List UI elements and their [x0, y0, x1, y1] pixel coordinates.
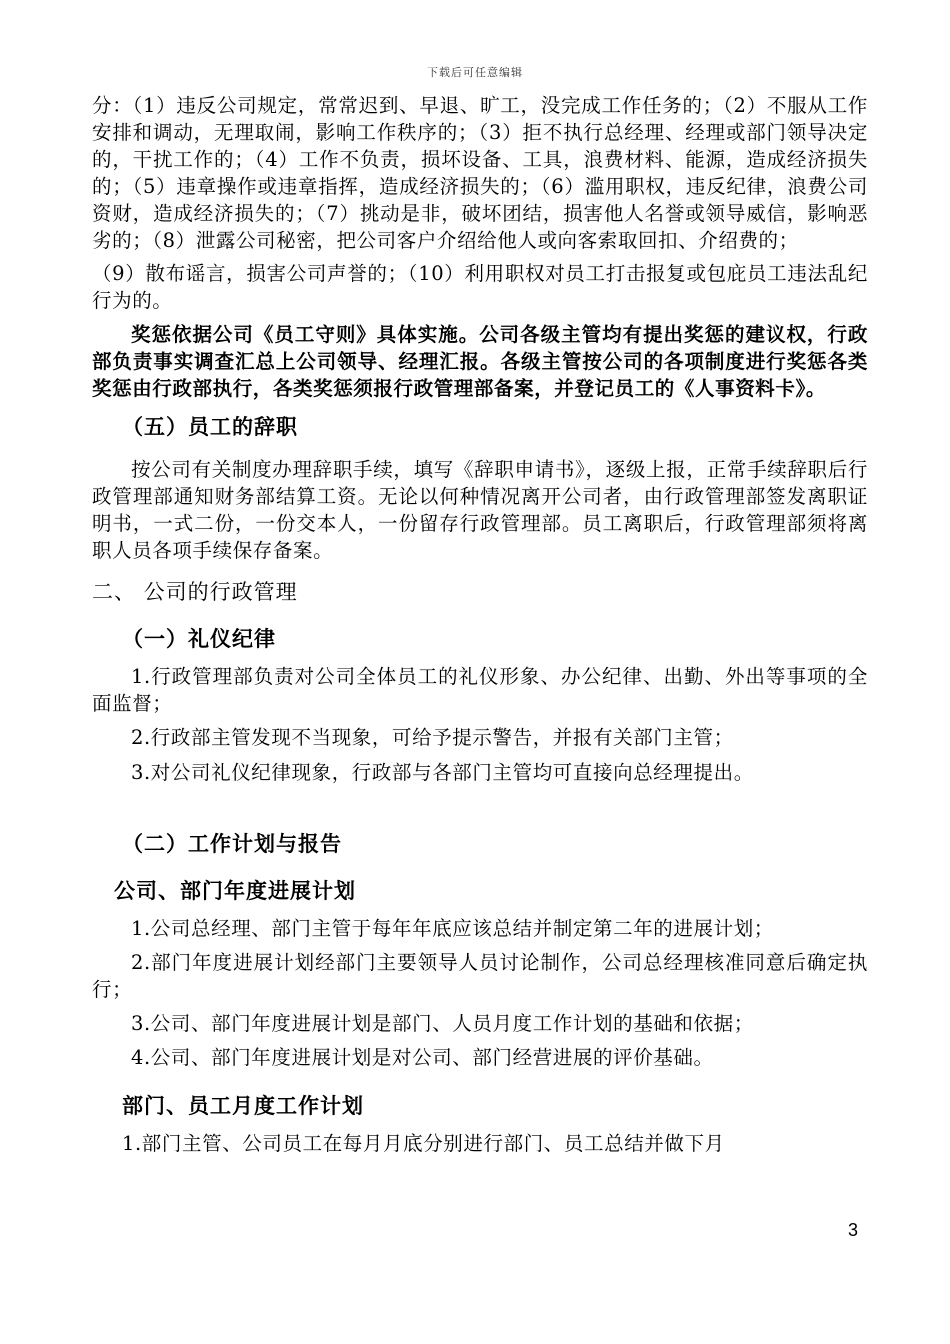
page-number: 3	[847, 1220, 858, 1240]
monthly-plan-item-1: 1.部门主管、公司员工在每月月底分别进行部门、员工总结并做下月	[122, 1132, 725, 1155]
annual-plan-item-3: 3.公司、部门年度进展计划是部门、人员月度工作计划的基础和依据；	[131, 1012, 754, 1035]
resignation-paragraph: 按公司有关制度办理辞职手续，填写《辞职申请书》，逐级上报，正常手续辞职后行政管理部通知财务部结算工资。无论以何种情况离开公司者，由行政管理部签发离职证明书，一式二份，一份交本人，一份留存行政管理部。员工离职后，行政管理部须将离职人员各项手续保存备案。	[92, 458, 868, 562]
page-header: 下载后可任意编辑	[427, 66, 523, 79]
section-resignation-heading: （五）员工的辞职	[122, 414, 298, 439]
reward-penalty-basis: 奖惩依据公司《员工守则》具体实施。公司各级主管均有提出奖惩的建议权，行政部负责事实调查汇总上公司领导、经理汇报。各级主管按公司的各项制度进行奖惩各类奖惩由行政部执行，各类奖惩须报行政管理部备案，并登记员工的《人事资料卡》。	[92, 323, 868, 400]
etiquette-item-3: 3.对公司礼仪纪律现象，行政部与各部门主管均可直接向总经理提出。	[131, 761, 754, 784]
etiquette-item-2: 2.行政部主管发现不当现象，可给予提示警告，并报有关部门主管；	[131, 726, 734, 749]
annual-plan-item-4: 4.公司、部门年度进展计划是对公司、部门经营进展的评价基础。	[131, 1046, 714, 1069]
annual-plan-heading: 公司、部门年度进展计划	[114, 878, 356, 903]
penalty-list-paragraph: 分：（1）违反公司规定，常常迟到、早退、旷工，没完成工作任务的；（2）不服从工作安排和调动，无理取闹，影响工作秩序的；（3）拒不执行总经理、经理或部门领导决定的，干扰工作的；（4）工作不负责，损坏设备、工具，浪费材料、能源，造成经济损失的；（5）违章操作或违章指挥，造成经济损失的；（6）滥用职权，违反纪律，浪费公司资财，造成经济损失的；（7）挑动是非，破坏团结，损害他人名誉或领导威信，影响恶劣的；（8）泄露公司秘密，把公司客户介绍给他人或向客索取回扣、介绍费的；	[92, 94, 868, 252]
chapter-admin-heading: 二、 公司的行政管理	[92, 580, 298, 604]
penalty-list-continued: （9）散布谣言，损害公司声誉的；（10）利用职权对员工打击报复或包庇员工违法乱纪行为的。	[92, 262, 868, 312]
monthly-plan-heading: 部门、员工月度工作计划	[122, 1093, 364, 1118]
section-etiquette-heading: （一）礼仪纪律	[122, 626, 276, 651]
etiquette-item-1: 1.行政管理部负责对公司全体员工的礼仪形象、办公纪律、出勤、外出等事项的全面监督；	[92, 665, 868, 715]
annual-plan-item-1: 1.公司总经理、部门主管于每年年底应该总结并制定第二年的进展计划；	[131, 917, 774, 940]
annual-plan-item-2: 2.部门年度进展计划经部门主要领导人员讨论制作，公司总经理核准同意后确定执行；	[92, 951, 868, 1001]
section-work-plan-heading: （二）工作计划与报告	[122, 831, 342, 856]
document-body	[92, 92, 868, 1157]
